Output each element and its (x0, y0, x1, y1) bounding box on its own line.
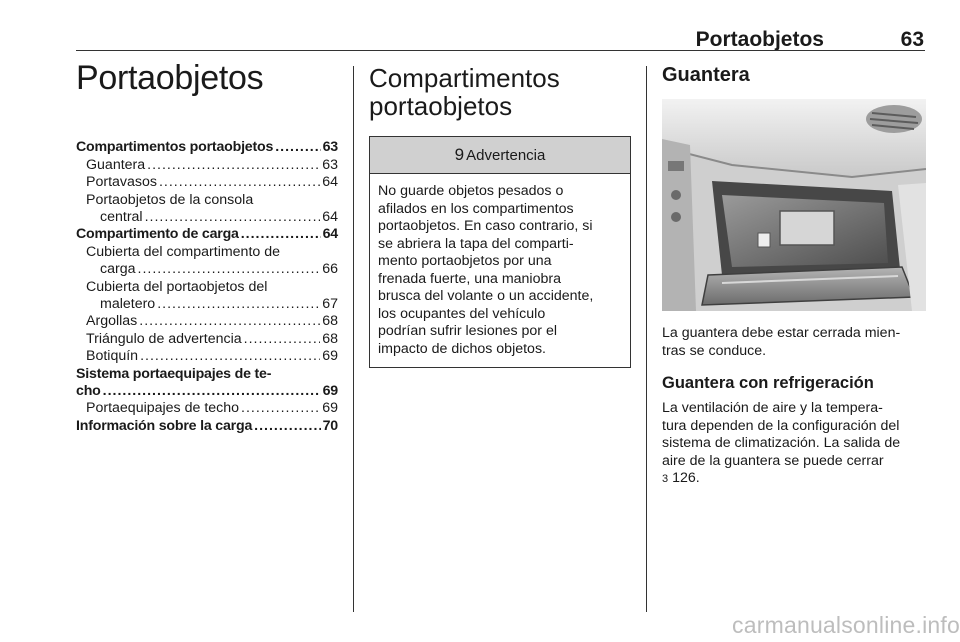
warning-text: No guarde objetos pesados o afilados en los compartimentos portaobjetos. En caso contrario, si se abriera la tapa del comparti- mento portaobjetos por una frenada fuerte, una maniobra brusca del volante o un accidente, los ocupantes del vehículo podrían sufrir lesiones por el impacto de dichos objetos. (378, 183, 594, 357)
cooled-glovebox-text: La ventilación de aire y la tempera- tura dependen de la configuración del sistema de climatización. La salida de aire de la guantera se puede cerrar 3 126. (662, 400, 926, 489)
toc-entry[interactable]: Portaequipajes de techo ..... 69 (76, 400, 338, 417)
watermark: carmanualsonline.info (732, 612, 960, 638)
toc-entry[interactable]: Compartimento de carga ..... 64 (76, 226, 338, 243)
glovebox-caption: La guantera debe estar cerrada mien- tras se conduce. (662, 325, 901, 359)
warning-triangle-icon: 9 (454, 145, 465, 164)
cross-reference-icon: 3 (662, 473, 669, 485)
toc-entry[interactable]: Botiquín ..... 69 (76, 348, 338, 365)
table-of-contents (76, 139, 338, 435)
page-number: 63 (900, 28, 924, 51)
running-title: Portaobjetos (695, 28, 824, 51)
toc-entry[interactable]: Portavasos ..... 64 (76, 174, 338, 191)
toc-entry[interactable]: Información sobre la carga ..... 70 (76, 418, 338, 435)
header-rule (76, 50, 925, 51)
toc-entry[interactable]: Compartimentos portaobjetos ..... 63 (76, 139, 338, 156)
warning-heading: Advertencia (466, 146, 546, 164)
section-title: Compartimentos portaobjetos (369, 63, 560, 121)
toc-entry[interactable]: maletero ..... 67 (76, 296, 338, 313)
chapter-title: Portaobjetos (76, 59, 264, 97)
glovebox-illustration (662, 99, 926, 311)
cooled-glovebox-title: Guantera con refrigeración (662, 374, 874, 392)
page-reference: 126. (672, 470, 700, 486)
toc-entry[interactable]: carga ..... 66 (76, 261, 338, 278)
toc-entry-line[interactable]: Sistema portaequipajes de te- (76, 365, 272, 382)
toc-entry-line[interactable]: Portaobjetos de la consola (86, 191, 254, 208)
toc-entry-line[interactable]: Cubierta del compartimento de (86, 243, 280, 260)
section-storage-compartments (369, 64, 631, 368)
toc-entry[interactable]: Argollas ..... 68 (76, 313, 338, 330)
toc-entry[interactable]: cho ..... 69 (76, 383, 338, 400)
chapter-contents (76, 60, 338, 435)
column-divider (646, 66, 647, 612)
warning-box (369, 136, 631, 368)
glovebox-title: Guantera (662, 64, 750, 86)
toc-entry[interactable]: Guantera ..... 63 (76, 157, 338, 174)
page-reference-link[interactable] (662, 470, 926, 489)
column-divider (353, 66, 354, 612)
toc-entry[interactable]: central ..... 64 (76, 209, 338, 226)
toc-entry[interactable]: Triángulo de advertencia ..... 68 (76, 331, 338, 348)
section-glovebox (662, 64, 926, 489)
toc-entry-line[interactable]: Cubierta del portaobjetos del (86, 278, 268, 295)
glovebox-photo (662, 99, 926, 311)
warning-header (370, 137, 630, 174)
